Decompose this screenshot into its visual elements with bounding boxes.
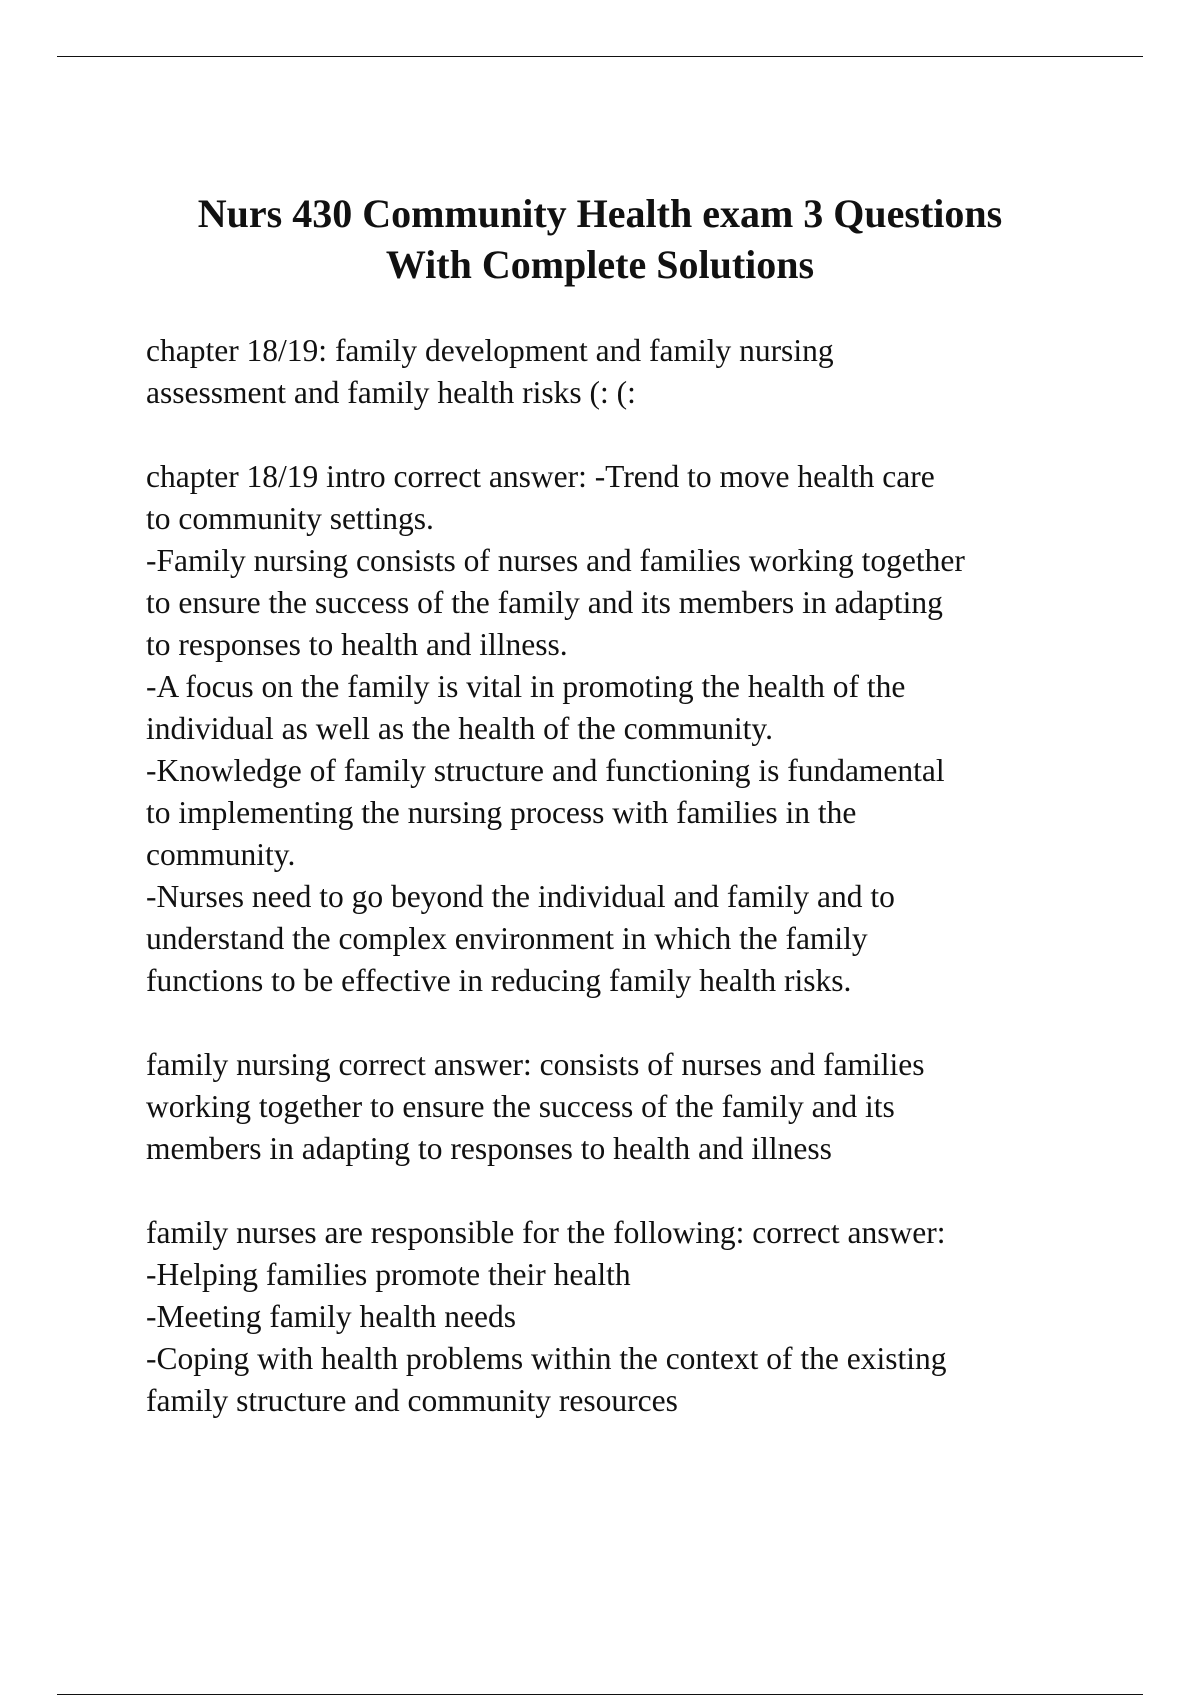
text-line: -Family nursing consists of nurses and families working together [146, 543, 965, 578]
text-line: to implementing the nursing process with families in the [146, 795, 857, 830]
text-line: chapter 18/19: family development and family nursing [146, 333, 834, 368]
text-line: working together to ensure the success of the family and its [146, 1089, 895, 1124]
text-line: individual as well as the health of the community. [146, 711, 773, 746]
text-line: chapter 18/19 intro correct answer: -Trend to move health care [146, 459, 935, 494]
title-line: With Complete Solutions [385, 242, 815, 287]
title-line: Nurs 430 Community Health exam 3 Questions [197, 191, 1003, 236]
text-line: assessment and family health risks (: (: [146, 375, 636, 410]
text-line: -Knowledge of family structure and functioning is fundamental [146, 753, 945, 788]
text-line: -Nurses need to go beyond the individual and family and to [146, 879, 895, 914]
document-title [80, 188, 1120, 290]
text-line: community. [146, 837, 296, 872]
text-line: to community settings. [146, 501, 434, 536]
text-line: -Coping with health problems within the context of the existing [146, 1341, 947, 1376]
text-line: functions to be effective in reducing family health risks. [146, 963, 852, 998]
text-line: understand the complex environment in which the family [146, 921, 868, 956]
text-line: -Helping families promote their health [146, 1257, 631, 1292]
text-line: family nurses are responsible for the following: correct answer: [146, 1215, 946, 1250]
qa-paragraph [146, 1044, 1106, 1170]
qa-paragraph [146, 456, 1106, 1002]
text-line: -Meeting family health needs [146, 1299, 517, 1334]
footer-rule [57, 1694, 1143, 1695]
text-line: to responses to health and illness. [146, 627, 568, 662]
text-line: to ensure the success of the family and its members in adapting [146, 585, 943, 620]
text-line: members in adapting to responses to health and illness [146, 1131, 832, 1166]
qa-paragraph [146, 330, 1106, 414]
document-body [146, 330, 1106, 1422]
qa-paragraph [146, 1212, 1106, 1422]
text-line: family nursing correct answer: consists of nurses and families [146, 1047, 925, 1082]
header-rule [57, 56, 1143, 57]
text-line: family structure and community resources [146, 1383, 678, 1418]
text-line: -A focus on the family is vital in promoting the health of the [146, 669, 906, 704]
